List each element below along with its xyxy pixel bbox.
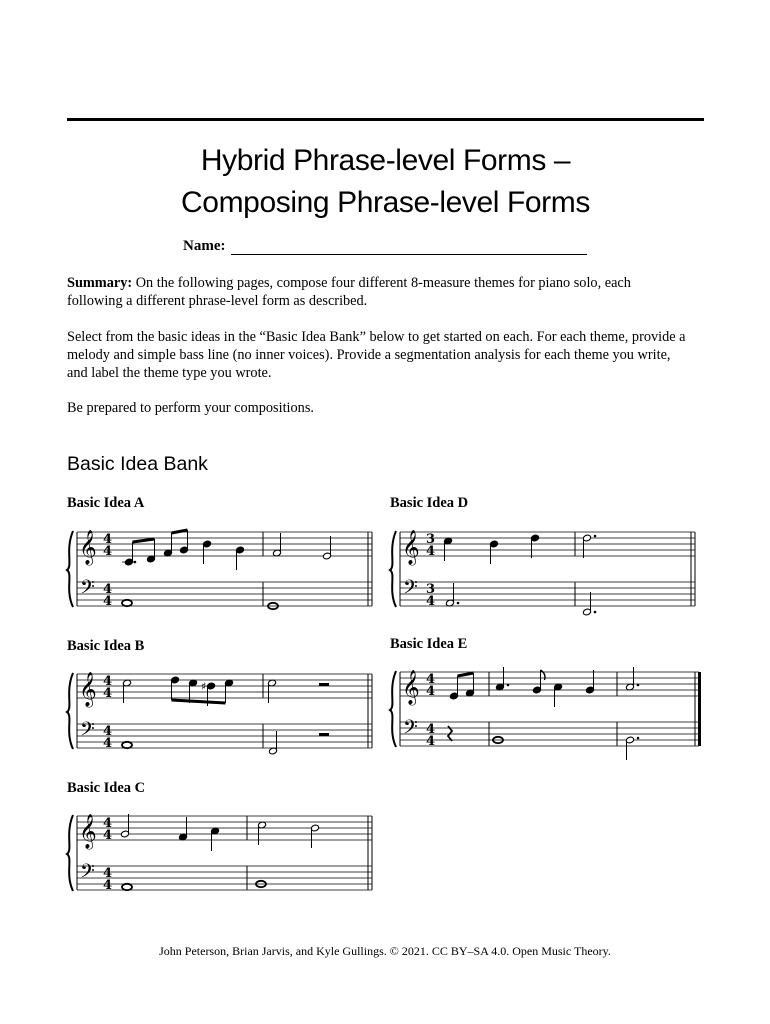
- treble-clef-icon: 𝄞: [79, 530, 97, 565]
- note-beam: [172, 530, 188, 533]
- note-head: [122, 742, 132, 748]
- instructions-paragraph: Select from the basic ideas in the “Basic Idea Bank” below to get started on each. For each theme, provide a melody and simple bass line (no inner voices). Provide a segmentation analysis for each theme you write, and label the theme type you wrote.: [67, 329, 686, 381]
- time-signature-top: 4: [103, 674, 113, 689]
- augmentation-dot: [507, 684, 510, 687]
- brace: [390, 531, 396, 607]
- note-beam: [133, 539, 155, 542]
- half-rest-icon: [319, 733, 329, 736]
- idea-a-label: Basic Idea A: [67, 495, 145, 511]
- name-field-line[interactable]: [231, 254, 587, 255]
- brace: [390, 671, 396, 747]
- augmentation-dot: [594, 535, 597, 538]
- time-signature-bottom: 4: [426, 594, 436, 609]
- summary-label: Summary:: [67, 275, 133, 291]
- note-flag: [541, 670, 546, 680]
- top-rule: [67, 118, 704, 121]
- time-signature-top: 4: [103, 866, 113, 881]
- title-line-1: Hybrid Phrase-level Forms –: [200, 144, 571, 177]
- perform-paragraph: Be prepared to perform your compositions.: [67, 400, 314, 416]
- brace: [67, 673, 73, 749]
- idea-c-score: [67, 806, 379, 892]
- time-signature-bottom: 4: [103, 544, 113, 559]
- page-title: [67, 140, 704, 224]
- time-signature-bottom: 4: [426, 544, 436, 559]
- time-signature-top: 3: [426, 582, 436, 597]
- half-rest-icon: [319, 683, 329, 686]
- bass-clef-icon: 𝄢: [80, 861, 95, 887]
- augmentation-dot: [594, 611, 597, 614]
- idea-a-score: [67, 522, 379, 608]
- bass-clef-icon: 𝄢: [403, 577, 418, 603]
- bass-clef-icon: 𝄢: [403, 717, 418, 743]
- name-label: Name:: [183, 238, 226, 254]
- note-beam: [172, 700, 226, 703]
- summary-paragraph: [67, 274, 687, 310]
- augmentation-dot: [637, 737, 640, 740]
- time-signature-top: 4: [103, 724, 113, 739]
- summary-text: On the following pages, compose four different 8-measure themes for piano solo, each following a different phrase-level form as described.: [67, 275, 631, 309]
- treble-clef-icon: 𝄞: [79, 814, 97, 849]
- idea-d-score: [390, 522, 702, 608]
- bass-clef-icon: 𝄢: [80, 719, 95, 745]
- idea-d-label: Basic Idea D: [390, 495, 469, 511]
- idea-e-label: Basic Idea E: [390, 636, 468, 652]
- brace: [67, 531, 73, 607]
- idea-c-label: Basic Idea C: [67, 780, 146, 796]
- note-beam: [458, 673, 474, 676]
- time-signature-top: 4: [426, 722, 436, 737]
- time-signature-top: 4: [426, 672, 436, 687]
- idea-b-score: [67, 664, 379, 750]
- note-head: [122, 884, 132, 890]
- time-signature-top: 4: [103, 532, 113, 547]
- time-signature-top: 4: [103, 816, 113, 831]
- time-signature-bottom: 4: [426, 684, 436, 699]
- time-signature-bottom: 4: [426, 734, 436, 749]
- time-signature-bottom: 4: [103, 686, 113, 701]
- augmentation-dot: [637, 684, 640, 687]
- time-signature-bottom: 4: [103, 736, 113, 751]
- time-signature-bottom: 4: [103, 878, 113, 893]
- time-signature-bottom: 4: [103, 594, 113, 609]
- treble-clef-icon: 𝄞: [402, 530, 420, 565]
- time-signature-bottom: 4: [103, 828, 113, 843]
- page-footer: John Peterson, Brian Jarvis, and Kyle Gullings. © 2021. CC BY–SA 4.0. Open Music Theory.: [159, 944, 611, 958]
- bank-heading: Basic Idea Bank: [67, 453, 208, 475]
- treble-clef-icon: 𝄞: [79, 672, 97, 707]
- augmentation-dot: [134, 561, 137, 564]
- note-head: [122, 600, 132, 606]
- brace: [67, 815, 73, 891]
- treble-clef-icon: 𝄞: [402, 670, 420, 705]
- time-signature-top: 3: [426, 532, 436, 547]
- bass-clef-icon: 𝄢: [80, 577, 95, 603]
- title-line-2: Composing Phrase-level Forms: [181, 186, 590, 219]
- sharp-icon: ♯: [201, 680, 207, 693]
- idea-b-label: Basic Idea B: [67, 638, 145, 654]
- final-barline-thick: [698, 672, 701, 746]
- augmentation-dot: [457, 602, 460, 605]
- idea-e-score: [390, 662, 702, 748]
- time-signature-top: 4: [103, 582, 113, 597]
